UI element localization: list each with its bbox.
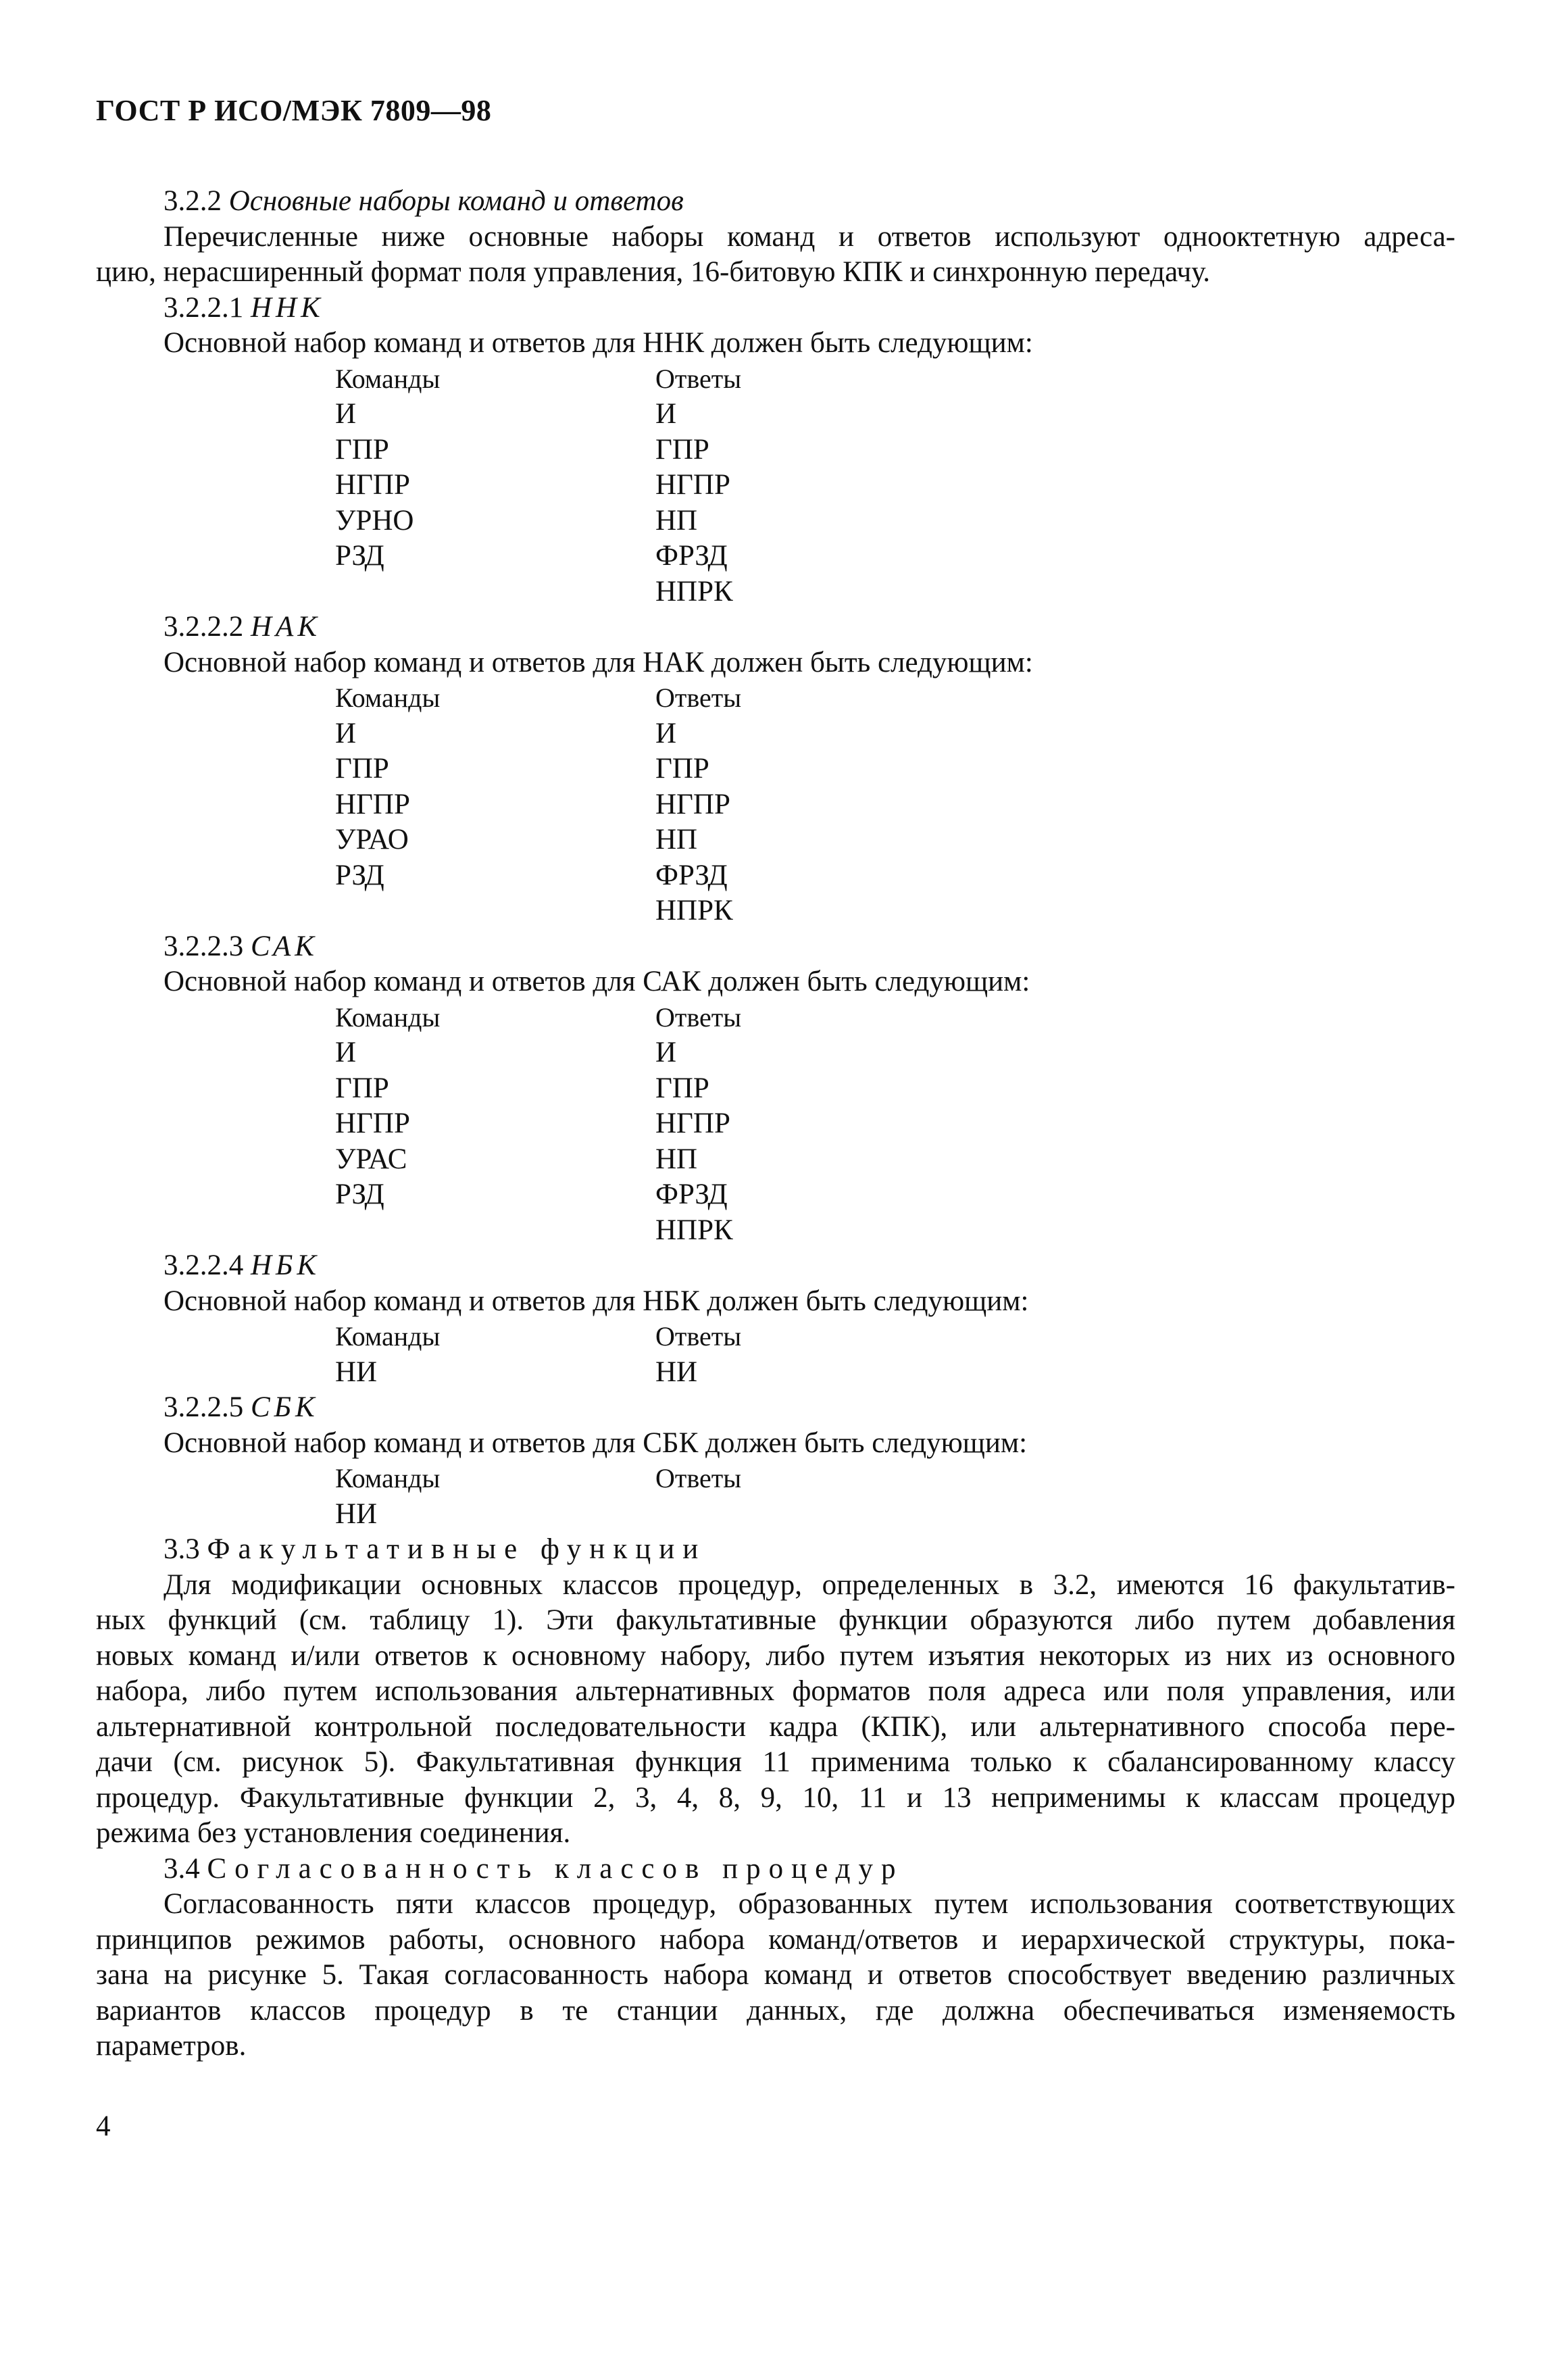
subsection-name: САК <box>251 930 318 962</box>
command-item: РЗД <box>335 540 384 572</box>
responses-label: Ответы <box>655 683 742 713</box>
subsection-heading <box>96 1248 1455 1284</box>
commands-column <box>335 1319 655 1390</box>
paragraph-line: параметров. <box>96 2030 247 2062</box>
command-item: РЗД <box>335 859 384 891</box>
commands-label: Команды <box>335 1321 441 1352</box>
command-item: И <box>335 1037 357 1068</box>
commands-label: Команды <box>335 1001 441 1033</box>
command-item: РЗД <box>335 1179 384 1210</box>
command-item: ГПР <box>335 1072 389 1104</box>
section-3-3-text <box>96 1568 1455 1852</box>
response-item: НПРК <box>655 895 733 926</box>
subsection-name: НАК <box>251 611 321 643</box>
section-3-3-heading <box>96 1532 1455 1568</box>
response-item: ГПР <box>655 1072 709 1104</box>
paragraph-line: зана на рисунке 5. Такая согласованность набора команд и ответов способствует введению различных <box>96 1959 1455 1991</box>
paragraph-line: Перечисленные ниже основные наборы команд и ответов используют однооктетную адреса- <box>164 220 1455 253</box>
response-item: И <box>655 1037 677 1068</box>
response-item: НП <box>655 504 698 537</box>
command-response-table <box>96 362 1455 610</box>
command-response-table <box>96 1000 1455 1249</box>
response-item: НГПР <box>655 788 730 820</box>
paragraph-line: набора, либо путем использования альтернативных форматов поля адреса или поля управления, или <box>96 1675 1455 1707</box>
paragraph-line: принципов режимов работы, основного набора команд/ответов и иерархической структуры, пока- <box>96 1923 1455 1956</box>
subsection-heading <box>96 1390 1455 1426</box>
paragraph-line: Для модификации основных классов процедур, определенных в 3.2, имеются 16 факультатив- <box>164 1568 1455 1601</box>
subsection-name: НБК <box>251 1249 320 1281</box>
commands-column <box>335 362 655 610</box>
command-item: ГПР <box>335 753 389 785</box>
subsection-intro: Основной набор команд и ответов для САК должен быть следующим: <box>164 966 1030 997</box>
response-item: НГПР <box>655 1108 730 1139</box>
response-item: НП <box>655 1143 698 1175</box>
command-item: НИ <box>335 1356 378 1388</box>
response-item: НГПР <box>655 469 730 501</box>
section-number: 3.2.2 <box>164 185 222 217</box>
response-item: ФРЗД <box>655 540 728 572</box>
subsection-heading <box>96 610 1455 645</box>
paragraph-line: ных функций (см. таблицу 1). Эти факультативные функции образуются либо путем добавления <box>96 1604 1455 1636</box>
section-3-2-2-heading <box>96 184 1455 220</box>
command-response-table <box>96 680 1455 929</box>
command-item: И <box>335 398 357 430</box>
response-item: ГПР <box>655 753 709 785</box>
subsection-intro: Основной набор команд и ответов для НБК должен быть следующим: <box>164 1285 1029 1317</box>
response-item: НПРК <box>655 1214 733 1246</box>
paragraph-line: процедур. Факультативные функции 2, 3, 4, 8, 9, 10, 11 и 13 неприменимы к классам процедур <box>96 1781 1455 1814</box>
paragraph-line: режима без установления соединения. <box>96 1817 571 1849</box>
paragraph-line: вариантов классов процедур в те станции данных, где должна обеспечиваться изменяемость <box>96 1994 1455 2027</box>
response-item: И <box>655 398 677 430</box>
responses-column <box>655 1000 926 1249</box>
commands-label: Команды <box>335 363 441 394</box>
command-item: ГПР <box>335 433 389 466</box>
responses-column <box>655 1461 926 1532</box>
subsection-intro: Основной набор команд и ответов для НАК должен быть следующим: <box>164 646 1033 678</box>
subsection-number: 3.2.2.1 <box>164 291 244 324</box>
commands-column <box>335 1461 655 1532</box>
document-body <box>96 184 1455 2064</box>
subsection-heading <box>96 291 1455 326</box>
command-response-table <box>96 1461 1455 1532</box>
commands-label: Команды <box>335 1463 441 1493</box>
responses-column <box>655 1319 926 1390</box>
responses-column <box>655 680 926 929</box>
subsection-number: 3.2.2.3 <box>164 930 244 962</box>
section-number: 3.4 <box>164 1852 200 1885</box>
page-number: 4 <box>96 2110 111 2142</box>
response-item: ФРЗД <box>655 1179 728 1210</box>
subsections-container <box>96 291 1455 1533</box>
paragraph-line: дачи (см. рисунок 5). Факультативная функция 11 применима только к сбалансированному классу <box>96 1746 1455 1778</box>
paragraph-line: альтернативной контрольной последовательности кадра (КПК), или альтернативного способа пере- <box>96 1710 1455 1743</box>
command-response-table <box>96 1319 1455 1390</box>
subsection-name: ННК <box>251 291 324 324</box>
response-item: И <box>655 717 677 749</box>
command-item: НИ <box>335 1497 378 1530</box>
subsection-number: 3.2.2.5 <box>164 1391 244 1423</box>
responses-label: Ответы <box>655 1321 742 1352</box>
subsection-name: СБК <box>251 1391 319 1423</box>
response-item: НИ <box>655 1356 698 1388</box>
subsection-number: 3.2.2.2 <box>164 611 244 643</box>
responses-label: Ответы <box>655 1001 742 1033</box>
response-item: ГПР <box>655 433 709 466</box>
section-title: Факультативные функции <box>207 1533 707 1565</box>
paragraph-line: Согласованность пяти классов процедур, образованных путем использования соответствующих <box>164 1888 1455 1920</box>
responses-label: Ответы <box>655 1463 742 1493</box>
response-item: НП <box>655 824 698 856</box>
subsection-intro: Основной набор команд и ответов для СБК должен быть следующим: <box>164 1427 1028 1459</box>
paragraph-line: цию, нерасширенный формат поля управления, 16-битовую КПК и синхронную передачу. <box>96 256 1211 288</box>
command-item: НГПР <box>335 1108 410 1139</box>
paragraph-line: новых команд и/или ответов к основному набору, либо путем изъятия некоторых из них из основного <box>96 1639 1455 1672</box>
section-number: 3.3 <box>164 1533 200 1565</box>
commands-label: Команды <box>335 683 441 713</box>
section-title: Основные наборы команд и ответов <box>228 185 684 217</box>
subsection-heading <box>96 929 1455 965</box>
response-item: НПРК <box>655 575 733 608</box>
section-3-4-text <box>96 1887 1455 2064</box>
commands-column <box>335 680 655 929</box>
section-3-4-heading <box>96 1852 1455 1887</box>
command-item: УРНО <box>335 504 414 537</box>
command-item: И <box>335 717 357 749</box>
command-item: НГПР <box>335 469 410 501</box>
command-item: УРАС <box>335 1143 407 1175</box>
subsection-intro: Основной набор команд и ответов для ННК должен быть следующим: <box>164 327 1033 359</box>
section-title: Согласованность классов процедур <box>207 1852 904 1885</box>
commands-column <box>335 1000 655 1249</box>
document-header: ГОСТ Р ИСО/МЭК 7809—98 <box>96 94 492 127</box>
command-item: НГПР <box>335 788 410 820</box>
responses-label: Ответы <box>655 363 742 394</box>
subsection-number: 3.2.2.4 <box>164 1249 244 1281</box>
response-item: ФРЗД <box>655 859 728 891</box>
command-item: УРАО <box>335 824 409 856</box>
responses-column <box>655 362 926 610</box>
